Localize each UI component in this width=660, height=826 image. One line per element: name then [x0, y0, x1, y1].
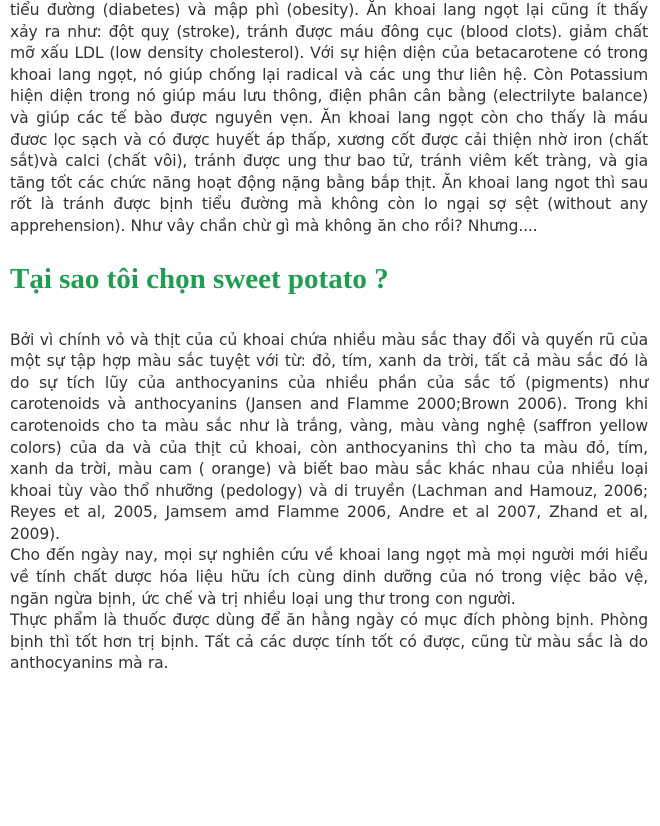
- paragraph-research: Cho đến ngày nay, mọi sự nghiên cứu về khoai lang ngọt mà mọi người mới hiểu về tính chất dược hóa liệu hữu ích cùng dinh dưỡng của nó trong việc bảo vệ, ngăn ngừa bịnh, ức chế và trị nhiều loại ung thư trong con người.: [10, 546, 648, 608]
- paragraph-health-benefits: tiểu đường (diabetes) và mập phì (obesity). Ăn khoai lang ngọt lại cũng ít thấy xảy ra như: đột quỵ (stroke), tránh được máu đông cục (blood clots). giảm chất mỡ xấu LDL (low density cholesterol). Với sự hiện diện của betacarotene có trong khoai lang ngọt, nó giúp chống lại radical và các ung thư liên hệ. Còn Potassium hiện diện trong nó giúp máu lưu thông, điện phân cân bằng (electrilyte balance) và giúp các tế bào được nguyên vẹn. Ăn khoai lang ngọt còn cho thấy là máu đươc lọc sạch và có được huyết áp thấp, xương cốt được cải thiện nhờ iron (chất sắt)và calci (chất vôi), tránh được ung thư bao tử, tránh viêm kết tràng, và gia tăng tốt các chức năng hoạt động nặng bằng bắp thịt. Ăn khoai lang ngot thì sau rốt là tránh được bịnh tiểu đường mà không còn lo ngại sợ sệt (without any apprehension). Như vây chần chừ gì mà không ăn cho rồi? Nhưng....: [10, 1, 648, 235]
- section-heading: Tại sao tôi chọn sweet potato ?: [10, 262, 389, 295]
- paragraph-colors-pigments: Bởi vì chính vỏ và thịt của củ khoai chứa nhiều màu sắc thay đổi và quyến rũ của một sự tập hợp màu sắc tuyệt với từ: đỏ, tím, xanh da trời, tất cả màu sắc đó là do sự tích lũy của anthocyanins của nhiều phần của sắc tố (pigments) như carotenoids và anthocyanins (Jansen and Flamme 2000;Brown 2006). Trong khi carotenoids cho ta màu sắc như là trắng, vàng, màu vàng nghệ (saffron yellow colors) của da và của thịt củ khoai, còn anthocyanins thì cho ta màu đỏ, tím, xanh da trời, màu cam ( orange) và biết bao màu sắc khác nhau của nhiều loại khoai tùy vào thổ nhưỡng (pedology) và di truyền (Lachman and Hamouz, 2006; Reyes et al, 2005, Jamsem amd Flamme 2006, Andre et al 2007, Zhand et al, 2009).: [10, 330, 648, 543]
- paragraph-food-medicine: Thực phẩm là thuốc được dùng để ăn hằng ngày có mục đích phòng bịnh. Phòng bịnh thì tốt hơn trị bịnh. Tất cả các dược tính tốt có được, cũng từ màu sắc là do anthocyanins mà ra.: [10, 611, 648, 673]
- document-page: [10, 0, 648, 675]
